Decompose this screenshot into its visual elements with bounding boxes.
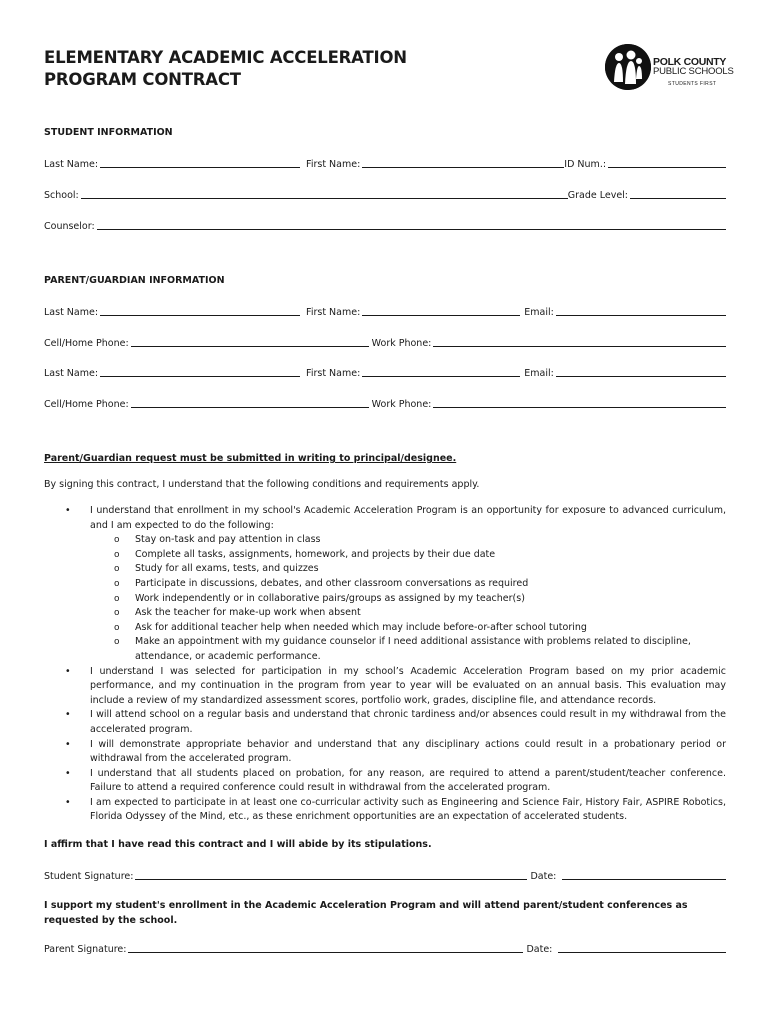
parent-signature-row xyxy=(44,941,726,955)
sub-item-text: Work independently or in collaborative pairs/groups as assigned by my teacher(s) xyxy=(135,592,525,604)
parent2-cell-phone-field[interactable] xyxy=(131,407,369,408)
parent-date-label: Date: xyxy=(526,944,553,955)
bullet-icon: • xyxy=(65,767,71,779)
parent2-first-name-label: First Name: xyxy=(306,368,361,379)
student-name-row xyxy=(44,156,726,170)
sub-list-item xyxy=(44,592,726,607)
student-id-field[interactable] xyxy=(608,167,726,168)
student-last-name-field[interactable] xyxy=(100,167,300,168)
parent1-cell-phone-label: Cell/Home Phone: xyxy=(44,338,129,349)
condition-text: I am expected to participate in at least one co-curricular activity such as Engineering and Science Fair, History Fair, ASPIRE Robotics, Florida Odyssey of the Mind, etc., as these enrichment opportunities are an expectation of accelerated students. xyxy=(90,796,726,823)
condition-text: I will attend school on a regular basis and understand that chronic tardiness and/or absences could result in my withdrawal from the accelerated program. xyxy=(90,709,726,735)
student-signature-row xyxy=(44,868,726,882)
request-note: Parent/Guardian request must be submitted in writing to principal/designee. xyxy=(44,453,457,464)
title-line-2: PROGRAM CONTRACT xyxy=(44,70,241,89)
bullet-icon: • xyxy=(65,665,71,677)
student-first-name-label: First Name: xyxy=(306,159,361,170)
sub-bullet-icon: o xyxy=(114,593,120,604)
contract-intro: By signing this contract, I understand that the following conditions and requirements apply. xyxy=(44,479,480,490)
parent-signature-field[interactable] xyxy=(128,952,523,953)
sub-item-text: Complete all tasks, assignments, homework, and projects by their due date xyxy=(135,548,496,560)
sub-item-text: Participate in discussions, debates, and other classroom conversations as required xyxy=(135,577,529,589)
school-field[interactable] xyxy=(81,198,568,199)
parent2-work-phone-label: Work Phone: xyxy=(371,399,432,410)
title-line-1: ELEMENTARY ACADEMIC ACCELERATION xyxy=(44,48,407,67)
student-id-label: ID Num.: xyxy=(564,159,607,170)
student-signature-label: Student Signature: xyxy=(44,871,134,882)
sub-item-text: Study for all exams, tests, and quizzes xyxy=(135,563,319,575)
parent1-email-field[interactable] xyxy=(556,315,726,316)
parent2-name-row xyxy=(44,365,726,379)
student-last-name-label: Last Name: xyxy=(44,159,99,170)
conditions-list xyxy=(44,504,726,825)
grade-level-label: Grade Level: xyxy=(567,190,629,201)
parent2-email-label: Email: xyxy=(524,368,554,379)
school-label: School: xyxy=(44,190,79,201)
parent1-last-name-label: Last Name: xyxy=(44,307,99,318)
student-signature-field[interactable] xyxy=(135,879,527,880)
sub-bullet-icon: o xyxy=(114,578,120,589)
student-counselor-row xyxy=(44,218,726,232)
list-item xyxy=(44,796,726,825)
parent1-last-name-field[interactable] xyxy=(100,315,300,316)
list-item xyxy=(44,665,726,709)
bullet-icon: • xyxy=(65,505,71,516)
document-title xyxy=(44,47,407,91)
sub-bullet-icon: o xyxy=(114,637,120,648)
student-school-row xyxy=(44,187,726,201)
parent1-phone-row xyxy=(44,335,726,349)
sub-bullet-icon: o xyxy=(114,608,120,619)
sub-item-text: Stay on-task and pay attention in class xyxy=(135,534,321,546)
counselor-label: Counselor: xyxy=(44,221,95,232)
bullet-icon: • xyxy=(65,738,71,750)
list-item xyxy=(44,738,726,767)
logo-name-line-2: PUBLIC SCHOOLS xyxy=(653,66,734,77)
sub-bullet-icon: o xyxy=(114,549,120,560)
student-first-name-field[interactable] xyxy=(362,167,564,168)
bullet-icon: • xyxy=(65,709,71,721)
condition-text: I understand that all students placed on probation, for any reason, are required to attend a parent/student/teacher conference. Failure to attend a required conference could result in withdrawal from the accelerated program. xyxy=(90,767,726,794)
parent1-first-name-field[interactable] xyxy=(362,315,520,316)
parent2-last-name-field[interactable] xyxy=(100,376,300,377)
parent2-work-phone-field[interactable] xyxy=(433,407,726,408)
sub-item-text: Make an appointment with my guidance counselor if I need additional assistance with problems related to discipline, attendance, or academic performance. xyxy=(135,636,691,662)
parent2-phone-row xyxy=(44,396,726,410)
parent1-name-row xyxy=(44,304,726,318)
student-date-field[interactable] xyxy=(562,879,726,880)
school-district-logo xyxy=(605,44,734,92)
condition-text: I understand I was selected for participation in my school’s Academic Acceleration Program based on my prior academic performance, and my continuation in the program from year to year will be evaluated on an annual basis. This evaluation may include a review of my standardized assessment scores, portfolio work, grades, discipline file, and attendance records. xyxy=(90,665,726,706)
counselor-field[interactable] xyxy=(97,229,726,230)
sub-list-item xyxy=(44,533,726,548)
affirm-statement: I affirm that I have read this contract and I will abide by its stipulations. xyxy=(44,839,432,850)
parent2-cell-phone-label: Cell/Home Phone: xyxy=(44,399,129,410)
parent2-email-field[interactable] xyxy=(556,376,726,377)
parent2-last-name-label: Last Name: xyxy=(44,368,99,379)
sub-item-text: Ask the teacher for make-up work when absent xyxy=(135,607,361,619)
sub-list-item xyxy=(44,635,726,664)
parent1-cell-phone-field[interactable] xyxy=(131,346,369,347)
sub-bullet-icon: o xyxy=(114,564,120,575)
sub-bullet-icon: o xyxy=(114,622,120,633)
student-info-heading: STUDENT INFORMATION xyxy=(44,127,173,138)
sub-list-item xyxy=(44,562,726,577)
list-item xyxy=(44,504,726,533)
condition-text: I will demonstrate appropriate behavior and understand that any disciplinary actions could result in a probationary period or withdrawal from the accelerated program. xyxy=(90,738,726,765)
parent1-work-phone-field[interactable] xyxy=(433,346,726,347)
student-date-label: Date: xyxy=(530,871,557,882)
parent-support-statement: I support my student's enrollment in the Academic Acceleration Program and will attend parent/student conferences as requested by the school. xyxy=(44,900,688,926)
logo-name-line-1: POLK COUNTY xyxy=(653,56,727,68)
sub-list-item xyxy=(44,577,726,592)
sub-item-text: Ask for additional teacher help when needed which may include before-or-after school tutoring xyxy=(135,621,587,633)
parent-signature-label: Parent Signature: xyxy=(44,944,127,955)
parent1-first-name-label: First Name: xyxy=(306,307,361,318)
sub-list-item xyxy=(44,621,726,636)
parent-info-heading: PARENT/GUARDIAN INFORMATION xyxy=(44,275,225,286)
parent2-first-name-field[interactable] xyxy=(362,376,520,377)
sub-bullet-icon: o xyxy=(114,535,120,546)
list-item xyxy=(44,708,726,737)
logo-emblem-icon xyxy=(605,44,651,90)
list-item xyxy=(44,767,726,796)
parent1-work-phone-label: Work Phone: xyxy=(371,338,432,349)
bullet-icon: • xyxy=(65,796,71,808)
logo-tagline: STUDENTS FIRST xyxy=(668,81,717,87)
condition-text: I understand that enrollment in my school's Academic Acceleration Program is an opportunity for exposure to advanced curriculum, and I am expected to do the following: xyxy=(90,505,726,531)
sub-list-item xyxy=(44,606,726,621)
parent-date-field[interactable] xyxy=(558,952,726,953)
sub-list-item xyxy=(44,548,726,563)
grade-level-field[interactable] xyxy=(630,198,726,199)
parent1-email-label: Email: xyxy=(524,307,554,318)
